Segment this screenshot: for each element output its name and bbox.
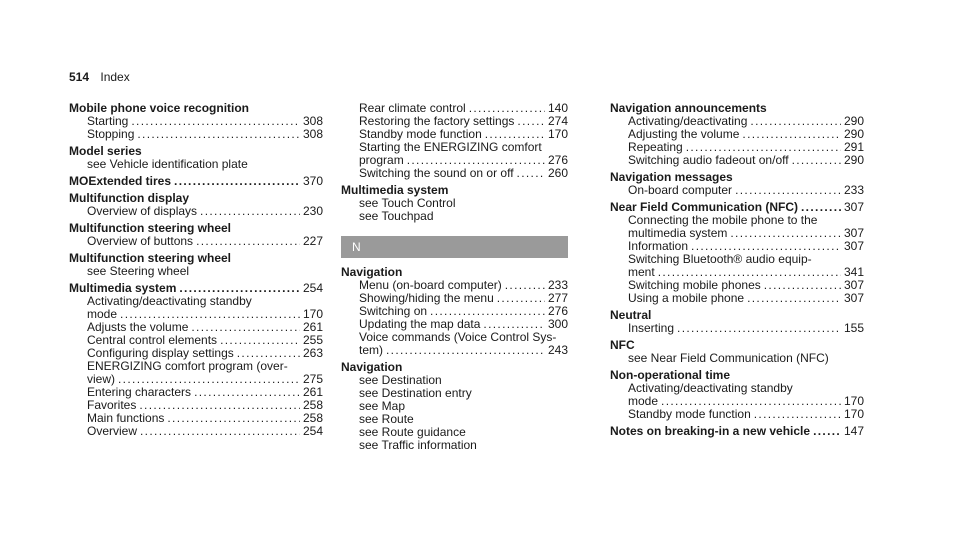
subentry-label: tem) xyxy=(359,343,383,357)
index-entry xyxy=(69,282,323,438)
subentry-page-number: 307 xyxy=(843,226,864,240)
subentry-label: Stopping xyxy=(87,127,135,141)
entry-page-number: 147 xyxy=(843,424,864,438)
index-subentry xyxy=(341,167,568,180)
subentry-label: Switching mobile phones xyxy=(628,278,761,292)
subentry-label: Activating/deactivating xyxy=(628,114,748,128)
index-column-2 xyxy=(341,102,568,456)
leader-dots xyxy=(747,292,841,305)
leader-dots xyxy=(174,175,300,188)
subentry-label: Overview of buttons xyxy=(87,234,194,248)
subentry-label: Activating/deactivating standby xyxy=(87,294,252,308)
index-entry xyxy=(610,171,864,197)
index-entry xyxy=(610,369,864,421)
subentry-label: Using a mobile phone xyxy=(628,291,745,305)
subentry-label: Switching on xyxy=(359,304,428,318)
subentry-page-number: 260 xyxy=(547,166,568,180)
subentry-page-number: 155 xyxy=(843,321,864,335)
subentry-page-number: 276 xyxy=(547,304,568,318)
leader-dots xyxy=(792,154,841,167)
subentry-page-number: 233 xyxy=(547,278,568,292)
subentry-label: Adjusting the volume xyxy=(628,127,740,141)
subentry-label: Main functions xyxy=(87,411,165,425)
subentry-label: Rear climate control xyxy=(359,101,466,115)
subentry-label: Updating the map data xyxy=(359,317,481,331)
subentry-page-number: 290 xyxy=(843,114,864,128)
subentry-label: see Near Field Communication (NFC) xyxy=(628,351,829,365)
leader-dots xyxy=(677,322,841,335)
subentry-label: Standby mode function xyxy=(359,127,482,141)
entry-title: Non-operational time xyxy=(610,368,731,382)
subentry-label: see Destination xyxy=(359,373,442,387)
subentry-label: Entering characters xyxy=(87,385,192,399)
subentry-page-number: 254 xyxy=(302,424,323,438)
index-entry xyxy=(341,266,568,357)
index-column-1 xyxy=(69,102,323,442)
subentry-page-number: 307 xyxy=(843,278,864,292)
leader-dots xyxy=(140,425,300,438)
subentry-label: Overview xyxy=(87,424,138,438)
entry-title: NFC xyxy=(610,338,635,352)
entry-title: Navigation messages xyxy=(610,170,733,184)
leader-dots xyxy=(764,279,841,292)
subentry-page-number: 243 xyxy=(547,343,568,357)
index-subentry xyxy=(610,322,864,335)
index-entry xyxy=(69,222,323,248)
subentry-page-number: 261 xyxy=(302,320,323,334)
subentry-label: see Route guidance xyxy=(359,425,466,439)
subentry-page-number: 227 xyxy=(302,234,323,248)
subentry-page-number: 258 xyxy=(302,411,323,425)
subentry-label: Showing/hiding the menu xyxy=(359,291,494,305)
leader-dots xyxy=(200,205,300,218)
subentry-page-number: 230 xyxy=(302,204,323,218)
entry-title: Near Field Communication (NFC) xyxy=(610,200,799,214)
subentry-label: Switching audio fadeout on/off xyxy=(628,153,789,167)
subentry-label: On-board computer xyxy=(628,183,733,197)
subentry-page-number: 290 xyxy=(843,153,864,167)
subentry-page-number: 170 xyxy=(843,394,864,408)
subentry-label: multimedia system xyxy=(628,226,728,240)
page-header xyxy=(69,70,130,84)
subentry-page-number: 307 xyxy=(843,291,864,305)
index-entry xyxy=(69,102,323,141)
entry-title: Navigation xyxy=(341,265,403,279)
leader-dots xyxy=(137,128,300,141)
index-subentry xyxy=(610,154,864,167)
entry-title: Multifunction steering wheel xyxy=(69,221,232,235)
subentry-label: Connecting the mobile phone to the xyxy=(628,213,818,227)
index-letter-heading: N xyxy=(341,236,568,258)
subentry-label: Central control elements xyxy=(87,333,218,347)
subentry-page-number: 233 xyxy=(843,183,864,197)
index-subentry xyxy=(69,425,323,438)
subentry-label: Starting xyxy=(87,114,129,128)
subentry-page-number: 290 xyxy=(843,127,864,141)
leader-dots xyxy=(517,115,545,128)
subentry-page-number: 277 xyxy=(547,291,568,305)
leader-dots xyxy=(742,128,841,141)
entry-title: Multimedia system xyxy=(69,281,177,295)
subentry-page-number: 291 xyxy=(843,140,864,154)
subentry-page-number: 140 xyxy=(547,101,568,115)
subentry-page-number: 276 xyxy=(547,153,568,167)
leader-dots xyxy=(386,344,545,357)
subentry-page-number: 170 xyxy=(843,407,864,421)
entry-title: Neutral xyxy=(610,308,652,322)
subentry-label: Adjusts the volume xyxy=(87,320,189,334)
subentry-label: see Route xyxy=(359,412,414,426)
subentry-page-number: 258 xyxy=(302,398,323,412)
leader-dots xyxy=(730,227,841,240)
index-subentry xyxy=(610,352,864,365)
subentry-label: Inserting xyxy=(628,321,675,335)
index-entry-heading xyxy=(610,425,864,438)
subentry-label: Switching the sound on or off xyxy=(359,166,514,180)
subentry-label: mode xyxy=(87,307,118,321)
entry-page-number: 307 xyxy=(843,200,864,214)
index-entry xyxy=(69,252,323,278)
index-entry xyxy=(610,201,864,305)
index-entry xyxy=(610,339,864,365)
subentry-label: see Map xyxy=(359,399,406,413)
subentry-page-number: 255 xyxy=(302,333,323,347)
index-subentry xyxy=(610,184,864,197)
subentry-label: see Destination entry xyxy=(359,386,472,400)
subentry-label: Overview of displays xyxy=(87,204,198,218)
index-entry xyxy=(610,102,864,167)
index-subentry xyxy=(610,408,864,421)
subentry-label: Switching Bluetooth® audio equip- xyxy=(628,252,812,266)
entry-title: Model series xyxy=(69,144,142,158)
index-entry xyxy=(69,192,323,218)
subentry-label: see Touchpad xyxy=(359,209,434,223)
entry-title: Navigation xyxy=(341,360,403,374)
entry-title: Notes on breaking-in a new vehicle xyxy=(610,424,811,438)
leader-dots xyxy=(813,425,841,438)
page-number: 514 xyxy=(69,70,90,84)
index-entry xyxy=(341,184,568,223)
subentry-label: Repeating xyxy=(628,140,683,154)
index-entry-heading xyxy=(69,175,323,188)
entry-title: Mobile phone voice recognition xyxy=(69,101,250,115)
leader-dots xyxy=(735,184,841,197)
subentry-label: Standby mode function xyxy=(628,407,751,421)
entry-title: Multifunction steering wheel xyxy=(69,251,232,265)
subentry-label: Starting the ENERGIZING comfort xyxy=(359,140,542,154)
leader-dots xyxy=(517,167,545,180)
subentry-label: view) xyxy=(87,372,116,386)
subentry-label: see Steering wheel xyxy=(87,264,190,278)
subentry-label: mode xyxy=(628,394,659,408)
subentry-label: see Touch Control xyxy=(359,196,456,210)
entry-page-number: 370 xyxy=(302,174,323,188)
subentry-label: Activating/deactivating standby xyxy=(628,381,793,395)
subentry-label: ENERGIZING comfort program (over- xyxy=(87,359,288,373)
subentry-page-number: 300 xyxy=(547,317,568,331)
subentry-page-number: 170 xyxy=(547,127,568,141)
index-subentry xyxy=(341,344,568,357)
index-subentry xyxy=(341,439,568,452)
leader-dots xyxy=(167,412,300,425)
index-entry xyxy=(69,175,323,188)
index-subentry xyxy=(69,158,323,171)
index-entry xyxy=(341,361,568,452)
subentry-label: ment xyxy=(628,265,655,279)
leader-dots xyxy=(194,386,300,399)
subentry-label: Favorites xyxy=(87,398,137,412)
subentry-label: see Vehicle identification plate xyxy=(87,157,248,171)
subentry-page-number: 308 xyxy=(302,114,323,128)
leader-dots xyxy=(497,292,545,305)
index-subentry xyxy=(69,205,323,218)
subentry-page-number: 341 xyxy=(843,265,864,279)
index-subentry xyxy=(610,292,864,305)
subentry-label: Restoring the factory settings xyxy=(359,114,515,128)
leader-dots xyxy=(131,115,300,128)
entry-title: MOExtended tires xyxy=(69,174,172,188)
leader-dots xyxy=(750,115,841,128)
entry-title: Multifunction display xyxy=(69,191,189,205)
subentry-label: Voice commands (Voice Control Sys- xyxy=(359,330,557,344)
index-subentry xyxy=(69,235,323,248)
index-entry xyxy=(610,425,864,438)
subentry-page-number: 274 xyxy=(547,114,568,128)
subentry-page-number: 275 xyxy=(302,372,323,386)
index-entry xyxy=(610,309,864,335)
entry-title: Multimedia system xyxy=(341,183,449,197)
subentry-page-number: 261 xyxy=(302,385,323,399)
entry-title: Navigation announcements xyxy=(610,101,767,115)
subentry-label: see Traffic information xyxy=(359,438,477,452)
leader-dots xyxy=(505,279,545,292)
subentry-label: Information xyxy=(628,239,689,253)
index-subentry xyxy=(341,210,568,223)
subentry-page-number: 307 xyxy=(843,239,864,253)
leader-dots xyxy=(754,408,841,421)
index-subentry xyxy=(69,128,323,141)
index-entry xyxy=(341,102,568,180)
index-column-3 xyxy=(610,102,864,442)
subentry-page-number: 308 xyxy=(302,127,323,141)
subentry-label: program xyxy=(359,153,404,167)
leader-dots xyxy=(196,235,300,248)
subentry-label: Configuring display settings xyxy=(87,346,234,360)
subentry-label: Menu (on-board computer) xyxy=(359,278,502,292)
subentry-page-number: 170 xyxy=(302,307,323,321)
subentry-page-number: 263 xyxy=(302,346,323,360)
section-title: Index xyxy=(100,70,130,84)
index-entry xyxy=(69,145,323,171)
index-subentry xyxy=(69,265,323,278)
entry-page-number: 254 xyxy=(302,281,323,295)
